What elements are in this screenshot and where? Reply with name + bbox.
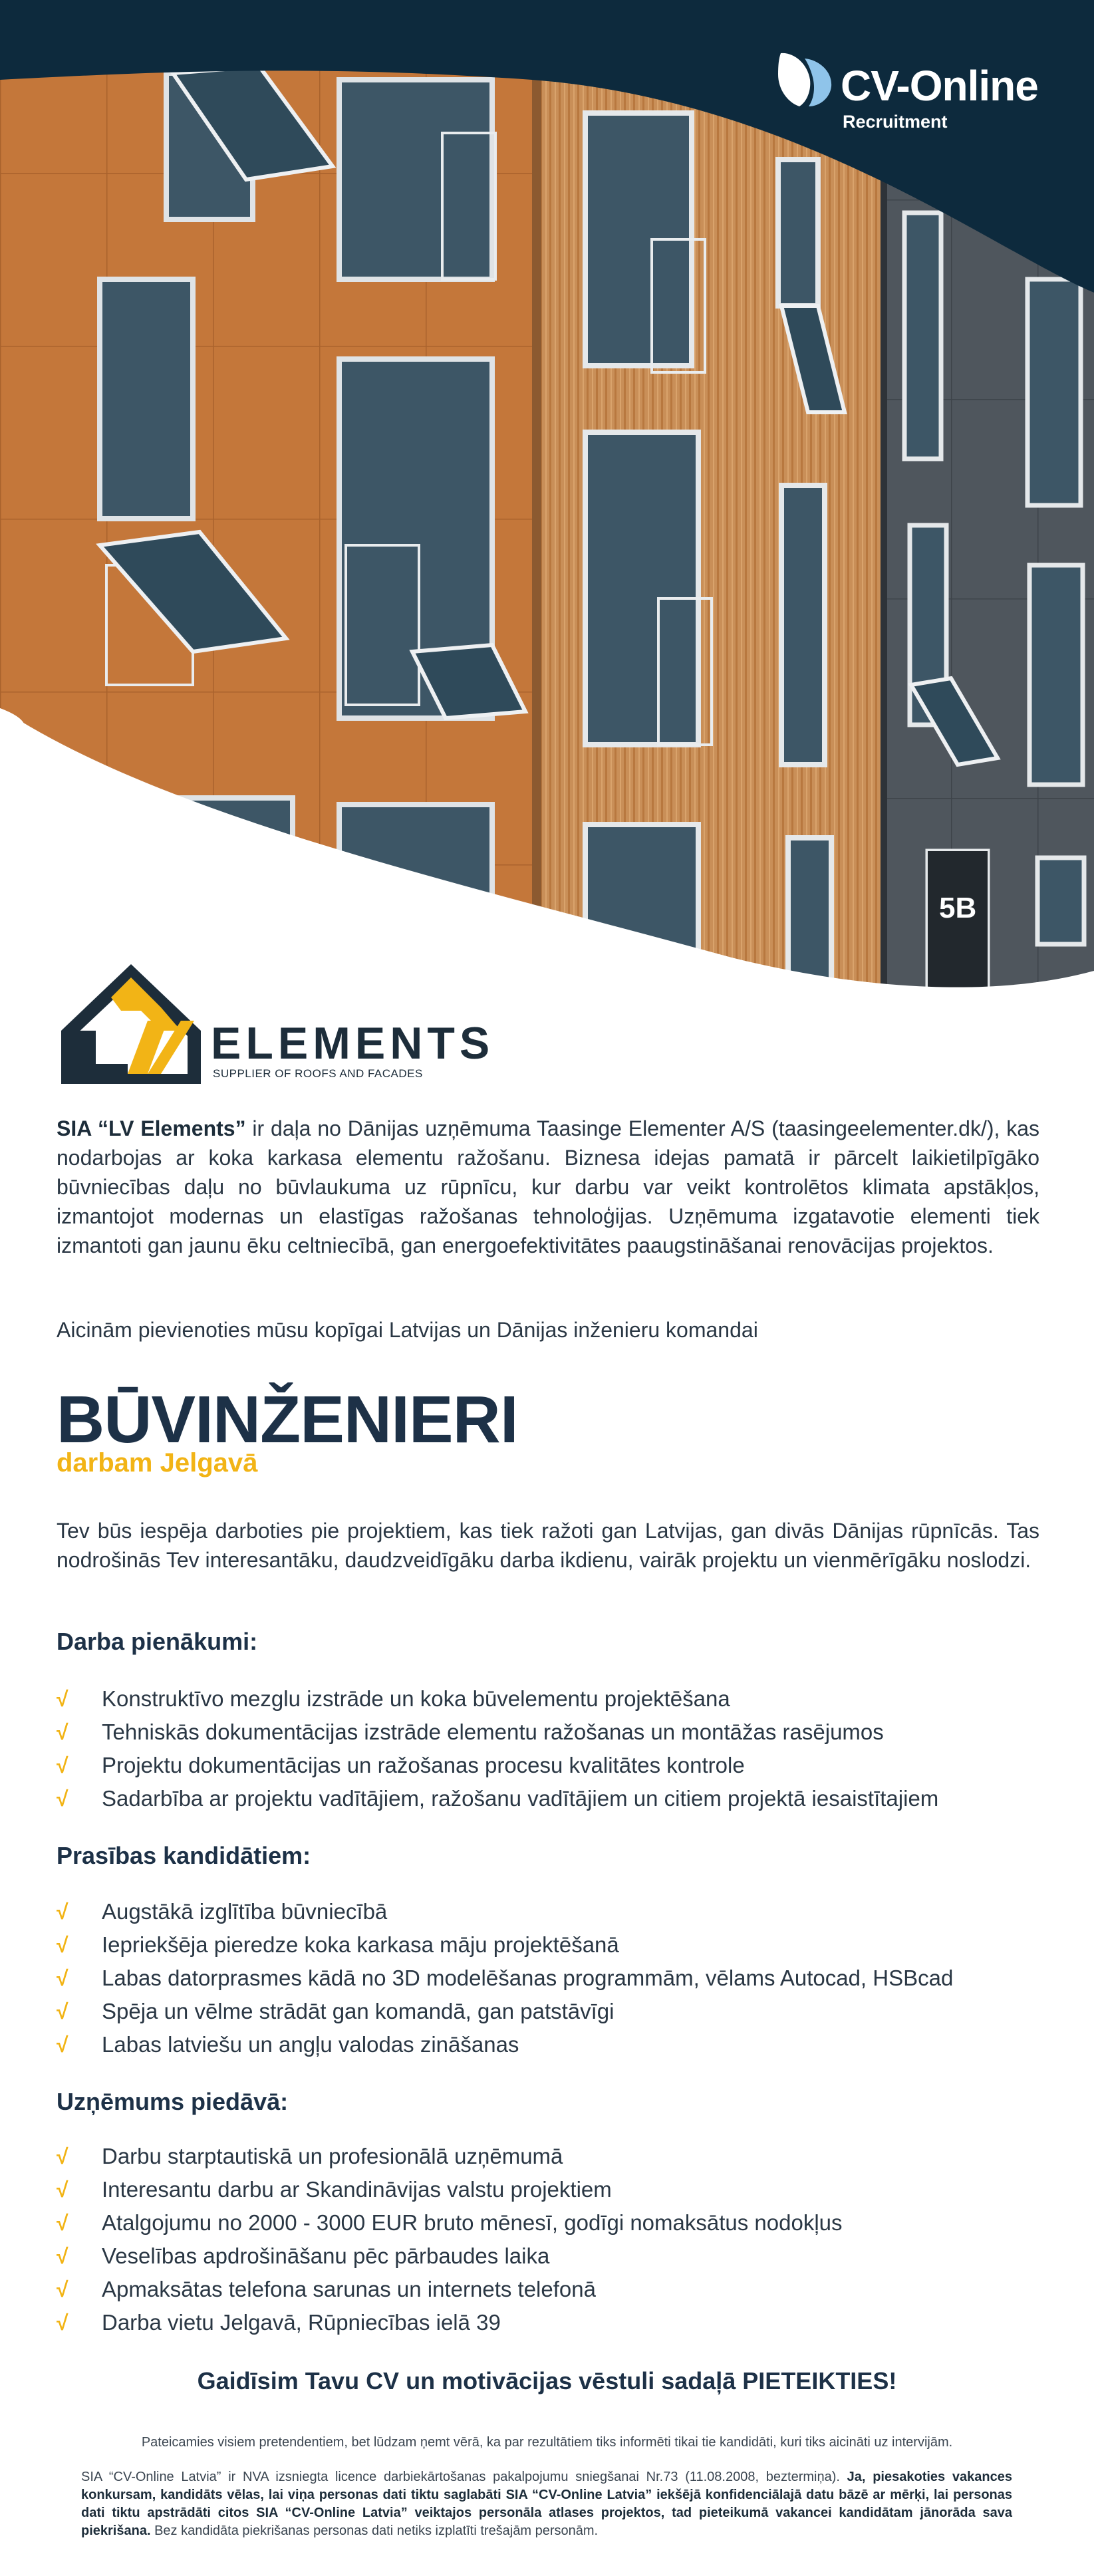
job-description-block <box>57 1516 1039 1575</box>
legal-privacy: Bez kandidāta piekrišanas personas dati netiks izplatīti trešajām personām. <box>150 2523 599 2538</box>
list-item: √ Veselības apdrošināšanu pēc pārbaudes laika <box>57 2240 1039 2273</box>
cv-online-brand-sub: Recruitment <box>843 112 948 132</box>
cv-online-brand-name: CV-Online <box>841 62 1038 110</box>
requirements-heading-block <box>57 1842 1039 1870</box>
list-item: √ Augstākā izglītība būvniecībā <box>57 1895 1039 1928</box>
check-icon: √ <box>57 2033 68 2057</box>
requirements-list-block <box>57 1895 1039 2061</box>
list-item: √ Darbu starptautiskā un profesionālā uzņēmumā <box>57 2140 1039 2173</box>
check-icon: √ <box>57 2244 68 2268</box>
list-item: √ Iepriekšēja pieredze koka karkasa māju projektēšanā <box>57 1928 1039 1962</box>
list-item: √ Labas datorprasmes kādā no 3D modelēšanas programmām, vēlams Autocad, HSBcad <box>57 1962 1039 1995</box>
svg-text:5B: 5B <box>939 892 977 924</box>
lv-elements-tagline: SUPPLIER OF ROOFS AND FACADES <box>213 1067 423 1080</box>
hero-banner <box>0 0 1094 1011</box>
lv-elements-logo <box>55 958 520 1084</box>
duties-list-block <box>57 1682 1039 1815</box>
list-item: √ Sadarbība ar projektu vadītājiem, ražošanu vadītājiem un citiem projektā iesaistītajiem <box>57 1782 1039 1815</box>
company-name: SIA “LV Elements” <box>57 1116 246 1140</box>
check-icon: √ <box>57 2277 68 2301</box>
requirements-list <box>57 1895 1039 2061</box>
check-icon: √ <box>57 2311 68 2335</box>
check-icon: √ <box>57 1753 68 1777</box>
lv-elements-wordmark: ELEMENTS <box>211 1018 495 1069</box>
job-description: Tev būs iespēja darboties pie projektiem, kas tiek ražoti gan Latvijas, gan divās Dānijas rūpnīcās. Tas nodrošinās Tev interesantāku, daudzveidīgāku darba ikdienu, vairāk projektu un vienmērīgāku noslodzi. <box>57 1519 1039 1572</box>
offer-heading: Uzņēmums piedāvā: <box>57 2088 289 2115</box>
list-item: √ Interesantu darbu ar Skandināvijas valstu projektiem <box>57 2173 1039 2206</box>
list-item: √ Tehniskās dokumentācijas izstrāde elementu ražošanas un montāžas rasējumos <box>57 1716 1039 1749</box>
intro-text: ir daļa no Dānijas uzņēmuma Taasinge Elementer A/S (taasingeelementer.dk/), kas nodarbojas ar koka karkasa elementu ražošanu. Biznesa idejas pamatā ir pārcelt laikietilpīgāko būvniecības daļu no būvlaukuma uz rūpnīcu, kur darbu var veikt kontrolētos klimata apstākļos, izmantojot modernas un elastīgas ražošanas tehnoloģijas. Uzņēmuma izgatavotie elementi tiek izmantoti gan jaunu ēku celtniecībā, gan energoefektivitātes paaugstināšanai renovācijas projektos. <box>57 1116 1040 1257</box>
footer-legal <box>81 2468 1012 2540</box>
intro-paragraph <box>57 1114 1039 1260</box>
list-item: √ Konstruktīvo mezglu izstrāde un koka būvelementu projektēšana <box>57 1682 1039 1716</box>
duties-list <box>57 1682 1039 1815</box>
check-icon: √ <box>57 2144 68 2168</box>
lv-house-icon <box>55 958 207 1084</box>
job-title-block <box>57 1382 1039 1457</box>
duties-heading: Darba pienākumi: <box>57 1628 258 1655</box>
legal-license: SIA “CV-Online Latvia” ir NVA izsniegta licence darbiekārtošanas pakalpojumu sniegšanai Nr.73 (11.08.2008, beztermiņa). <box>81 2470 847 2484</box>
check-icon: √ <box>57 1933 68 1957</box>
check-icon: √ <box>57 2211 68 2235</box>
check-icon: √ <box>57 1787 68 1811</box>
list-item: √ Apmaksātas telefona sarunas un internets telefonā <box>57 2273 1039 2306</box>
check-icon: √ <box>57 1966 68 1990</box>
offer-list <box>57 2140 1039 2339</box>
check-icon: √ <box>57 2178 68 2202</box>
intro-section <box>57 1114 1039 1260</box>
cv-online-logo[interactable] <box>773 45 1052 138</box>
job-title: BŪVINŽENIERI <box>57 1382 518 1457</box>
invite-section <box>57 1315 1039 1345</box>
footer-thanks: Pateicamies visiem pretendentiem, bet lūdzam ņemt vērā, ka par rezultātiem tiks informēti tikai tie kandidāti, kuri tiks aicināti uz intervijām. <box>141 2435 953 2450</box>
list-item: √ Darba vietu Jelgavā, Rūpniecības ielā 39 <box>57 2306 1039 2339</box>
invite-text: Aicinām pievienoties mūsu kopīgai Latvijas un Dānijas inženieru komandai <box>57 1318 758 1342</box>
check-icon: √ <box>57 1720 68 1744</box>
check-icon: √ <box>57 1687 68 1711</box>
job-subtitle: darbam Jelgavā <box>57 1448 258 1478</box>
list-item: √ Labas latviešu un angļu valodas zināšanas <box>57 2028 1039 2061</box>
job-subtitle-block <box>57 1448 1039 1478</box>
check-icon: √ <box>57 1999 68 2023</box>
requirements-heading: Prasības kandidātiem: <box>57 1842 311 1869</box>
list-item: √ Atalgojumu no 2000 - 3000 EUR bruto mēnesī, godīgi nomaksātus nodokļus <box>57 2206 1039 2240</box>
list-item: √ Projektu dokumentācijas un ražošanas procesu kvalitātes kontrole <box>57 1749 1039 1782</box>
call-to-action[interactable]: Gaidīsim Tavu CV un motivācijas vēstuli sadaļā PIETEIKTIES! <box>197 2367 897 2394</box>
offer-heading-block <box>57 2088 1039 2116</box>
duties-heading-block <box>57 1628 1039 1656</box>
cv-online-leaf-icon <box>773 45 839 112</box>
list-item: √ Spēja un vēlme strādāt gan komandā, gan patstāvīgi <box>57 1995 1039 2028</box>
offer-list-block <box>57 2140 1039 2339</box>
check-icon: √ <box>57 1900 68 1924</box>
legal-consent: Ja, piesakoties vakances konkursam, kandidāts vēlas, lai viņa personas dati tiktu saglabāti SIA “CV-Online Latvia” iekšējā konfidenciālajā datu bāzē ar mērķi, lai personas dati tiktu apstrādāti citos SIA “CV-Online Latvia” veiktajos personāla atlases projektos, tad pieteikumā vakancei kandidātam jānorāda sava piekrišana. <box>81 2470 1012 2538</box>
building-facade-illustration <box>0 0 1094 1011</box>
